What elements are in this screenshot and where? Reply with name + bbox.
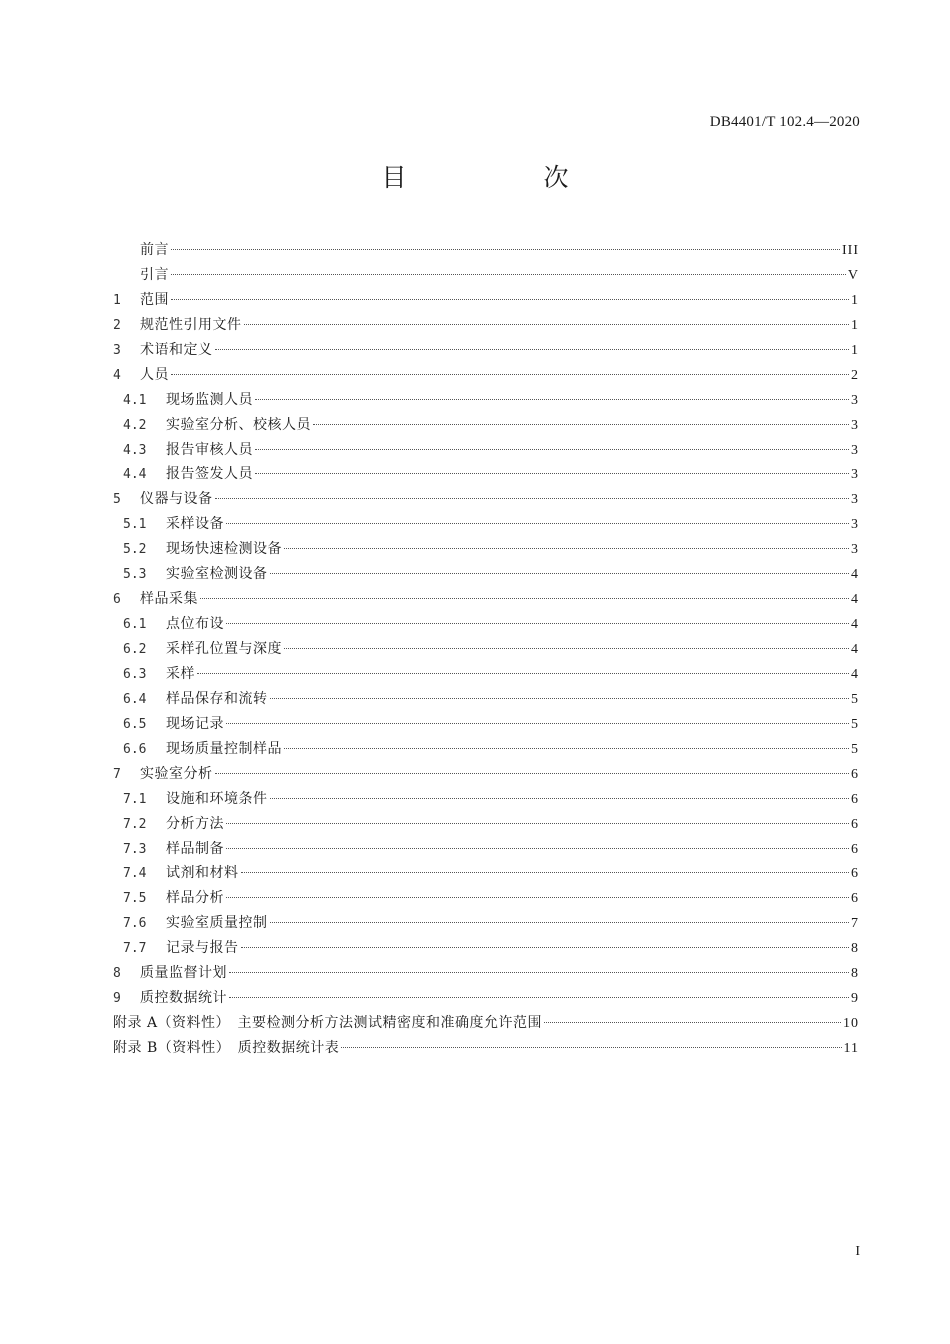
toc-entry-label: 采样孔位置与深度 <box>166 641 282 657</box>
toc-entry-page: 5 <box>851 716 859 732</box>
toc-dot-leader <box>241 947 850 948</box>
toc-entry-label: 人员 <box>140 366 169 383</box>
toc-entry[interactable] <box>113 288 859 313</box>
toc-entry[interactable] <box>113 812 859 837</box>
toc-entry-label: 现场快速检测设备 <box>166 541 282 558</box>
toc-entry-number: 3 <box>113 342 121 358</box>
toc-entry[interactable] <box>113 462 859 487</box>
toc-entry-label: 报告审核人员 <box>166 441 253 458</box>
toc-entry[interactable] <box>113 363 859 388</box>
toc-entry-label: 附录 A（资料性） 主要检测分析方法测试精密度和准确度允许范围 <box>113 1015 543 1032</box>
toc-entry-label: 样品采集 <box>140 591 198 608</box>
toc-dot-leader <box>171 299 849 300</box>
toc-dot-leader <box>197 673 849 674</box>
toc-entry-number: 2 <box>113 317 121 333</box>
toc-entry-page: 7 <box>851 916 859 932</box>
toc-dot-leader <box>229 997 849 998</box>
toc-entry-page: 6 <box>851 891 859 907</box>
toc-entry-number: 7.4 <box>123 866 147 882</box>
toc-entry[interactable] <box>113 737 859 762</box>
toc-entry[interactable] <box>113 687 859 712</box>
toc-entry-page: 8 <box>851 966 859 982</box>
toc-entry-label: 设施和环境条件 <box>166 790 268 807</box>
toc-entry[interactable] <box>113 762 859 787</box>
toc-entry[interactable] <box>113 787 859 812</box>
toc-entry-page: 10 <box>843 1016 859 1032</box>
toc-entry[interactable] <box>113 263 859 288</box>
toc-entry-number: 7.7 <box>123 941 147 957</box>
toc-entry[interactable] <box>113 438 859 463</box>
toc-entry-number: 5.1 <box>123 517 147 533</box>
toc-entry[interactable] <box>113 1011 859 1036</box>
toc-entry-label: 样品分析 <box>166 890 224 907</box>
toc-entry-label: 报告签发人员 <box>166 466 253 483</box>
toc-dot-leader <box>171 274 846 275</box>
toc-entry-page: 6 <box>851 816 859 832</box>
toc-entry-label: 质控数据统计 <box>140 990 227 1007</box>
toc-entry-number: 8 <box>113 966 121 982</box>
toc-entry-label: 现场监测人员 <box>166 391 253 408</box>
toc-dot-leader <box>313 424 849 425</box>
toc-entry[interactable] <box>113 338 859 363</box>
toc-dot-leader <box>270 798 850 799</box>
toc-dot-leader <box>171 249 840 250</box>
toc-entry-page: 1 <box>851 292 859 308</box>
toc-entry-number: 7.5 <box>123 891 147 907</box>
toc-entry-number: 5 <box>113 492 121 508</box>
toc-entry-label: 实验室分析 <box>140 765 213 782</box>
toc-entry[interactable] <box>113 587 859 612</box>
toc-entry-number: 4.2 <box>123 417 147 433</box>
toc-entry[interactable] <box>113 537 859 562</box>
toc-entry-page: 4 <box>851 592 859 608</box>
toc-entry-page: 9 <box>851 991 859 1007</box>
toc-dot-leader <box>255 473 849 474</box>
toc-entry-label: 术语和定义 <box>140 341 213 358</box>
toc-entry-page: 5 <box>851 741 859 757</box>
toc-dot-leader <box>226 823 849 824</box>
toc-dot-leader <box>270 698 850 699</box>
toc-dot-leader <box>284 548 849 549</box>
toc-entry-number: 6.6 <box>123 741 147 757</box>
toc-entry[interactable] <box>113 637 859 662</box>
toc-entry-page: 6 <box>851 791 859 807</box>
toc-entry-label: 附录 B（资料性） 质控数据统计表 <box>113 1040 340 1056</box>
toc-entry-number: 7 <box>113 766 121 782</box>
toc-entry-number: 6.3 <box>123 666 147 682</box>
toc-entry[interactable] <box>113 936 859 961</box>
document-code: DB4401/T 102.4—2020 <box>709 114 860 130</box>
toc-entry-number: 5.3 <box>123 567 147 583</box>
toc-dot-leader <box>241 872 850 873</box>
toc-entry-number: 7.1 <box>123 791 147 807</box>
toc-entry-label: 实验室分析、校核人员 <box>166 416 311 433</box>
toc-entry-number: 6.1 <box>123 617 147 633</box>
toc-entry-label: 前言 <box>140 242 169 258</box>
toc-entry-page: 5 <box>851 691 859 707</box>
toc-entry-label: 分析方法 <box>166 815 224 832</box>
toc-entry-label: 仪器与设备 <box>140 491 213 508</box>
toc-entry[interactable] <box>113 886 859 911</box>
toc-entry[interactable] <box>113 562 859 587</box>
toc-entry-number: 6.5 <box>123 716 147 732</box>
toc-entry-number: 6.4 <box>123 691 147 707</box>
toc-title: 目 次 <box>381 163 625 192</box>
toc-dot-leader <box>229 972 849 973</box>
toc-dot-leader <box>544 1022 841 1023</box>
toc-entry-page: 3 <box>851 467 859 483</box>
toc-entry-page: 6 <box>851 866 859 882</box>
toc-dot-leader <box>226 523 849 524</box>
toc-entry-page: 2 <box>851 367 859 383</box>
toc-entry-number: 4 <box>113 367 121 383</box>
toc-dot-leader <box>226 897 849 898</box>
toc-entry-label: 规范性引用文件 <box>140 316 242 333</box>
toc-entry-label: 点位布设 <box>166 616 224 633</box>
toc-entry[interactable] <box>113 487 859 512</box>
toc-entry-page: V <box>847 267 859 283</box>
toc-entry-page: III <box>842 243 859 258</box>
toc-entry[interactable] <box>113 512 859 537</box>
toc-entry-number: 7.6 <box>123 916 147 932</box>
toc-entry-page: 6 <box>851 841 859 857</box>
toc-entry-number: 9 <box>113 991 121 1007</box>
toc-entry-label: 采样设备 <box>166 516 224 533</box>
toc-entry[interactable] <box>113 238 859 263</box>
toc-entry-page: 6 <box>851 766 859 782</box>
toc-entry-number: 4.1 <box>123 392 147 408</box>
toc-entry-label: 记录与报告 <box>166 940 239 957</box>
toc-entry-number: 4.4 <box>123 467 147 483</box>
toc-dot-leader <box>244 324 850 325</box>
toc-dot-leader <box>270 573 850 574</box>
toc-entry[interactable] <box>113 388 859 413</box>
toc-entry[interactable] <box>113 313 859 338</box>
toc-entry-number: 7.3 <box>123 841 147 857</box>
toc-entry-page: 4 <box>851 567 859 583</box>
toc-entry-label: 实验室质量控制 <box>166 915 268 932</box>
toc-entry-page: 3 <box>851 517 859 533</box>
toc-entry-number: 7.2 <box>123 816 147 832</box>
page-number: I <box>855 1244 860 1259</box>
toc-entry-label: 现场记录 <box>166 715 224 732</box>
toc-dot-leader <box>215 498 850 499</box>
toc-entry-label: 质量监督计划 <box>140 965 227 982</box>
toc-entry-page: 3 <box>851 542 859 558</box>
toc-entry-label: 现场质量控制样品 <box>166 740 282 757</box>
toc-entry-page: 3 <box>851 417 859 433</box>
toc-dot-leader <box>270 922 850 923</box>
toc-entry-page: 11 <box>843 1041 859 1056</box>
toc-dot-leader <box>226 723 849 724</box>
toc-entry[interactable] <box>113 861 859 886</box>
toc-entry[interactable] <box>113 911 859 936</box>
toc-entry[interactable] <box>113 986 859 1011</box>
toc-entry-page: 1 <box>851 317 859 333</box>
toc-entry-number: 6 <box>113 592 121 608</box>
toc-entry-page: 8 <box>851 941 859 957</box>
toc-dot-leader <box>341 1047 841 1048</box>
toc-dot-leader <box>200 598 849 599</box>
toc-entry-label: 实验室检测设备 <box>166 566 268 583</box>
toc-entry[interactable] <box>113 662 859 687</box>
toc-dot-leader <box>226 848 849 849</box>
toc-entry-label: 范围 <box>140 291 169 308</box>
toc-dot-leader <box>284 648 849 649</box>
toc-entry-page: 3 <box>851 492 859 508</box>
toc-entry-label: 样品保存和流转 <box>166 690 268 707</box>
toc-entry-page: 4 <box>851 666 859 682</box>
toc-dot-leader <box>215 349 850 350</box>
toc-entry-page: 1 <box>851 342 859 358</box>
toc-entry-label: 试剂和材料 <box>166 865 239 882</box>
toc-entry[interactable] <box>113 413 859 438</box>
toc-dot-leader <box>215 773 850 774</box>
toc-dot-leader <box>255 399 849 400</box>
toc-dot-leader <box>226 623 849 624</box>
toc-entry-label: 样品制备 <box>166 840 224 857</box>
toc-entry-number: 6.2 <box>123 642 147 657</box>
toc-entry-page: 3 <box>851 392 859 408</box>
toc-entry-label: 引言 <box>140 266 169 283</box>
toc-entry[interactable] <box>113 961 859 986</box>
toc-entry-number: 4.3 <box>123 442 147 458</box>
table-of-contents <box>113 238 859 1061</box>
toc-entry-number: 5.2 <box>123 542 147 558</box>
toc-entry-page: 4 <box>851 642 859 657</box>
toc-entry-page: 3 <box>851 442 859 458</box>
toc-entry[interactable] <box>113 1036 859 1061</box>
toc-dot-leader <box>255 449 849 450</box>
toc-entry-label: 采样 <box>166 665 195 682</box>
toc-entry-number: 1 <box>113 292 121 308</box>
toc-dot-leader <box>284 748 849 749</box>
toc-entry[interactable] <box>113 612 859 637</box>
toc-entry-page: 4 <box>851 617 859 633</box>
toc-entry[interactable] <box>113 712 859 737</box>
toc-dot-leader <box>171 374 849 375</box>
toc-entry[interactable] <box>113 837 859 862</box>
